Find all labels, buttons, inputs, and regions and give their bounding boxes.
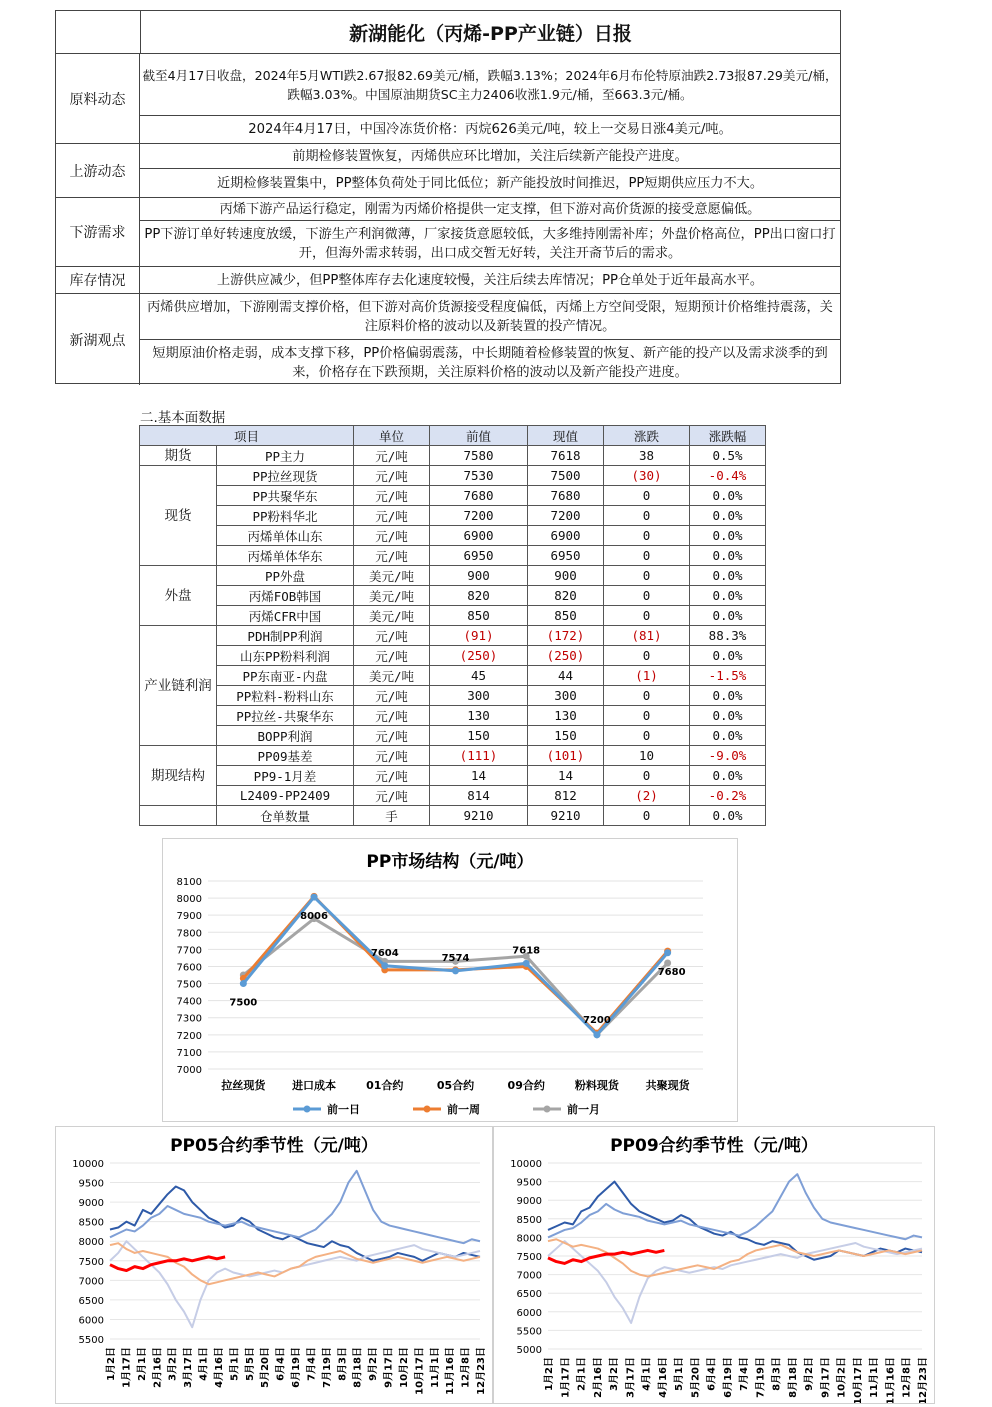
y-tick-label: 9500 <box>516 1177 542 1189</box>
upstream-row-1: 前期检修装置恢复，丙烯供应环比增加，关注后续新产能投产进度。 <box>140 143 840 168</box>
y-tick-label: 7400 <box>176 996 202 1008</box>
x-tick-label: 3月2日 <box>167 1347 179 1381</box>
item-cell: 丙烯FOB韩国 <box>217 586 354 606</box>
y-tick-label: 7900 <box>176 911 202 923</box>
pct-cell: 0.0% <box>690 706 766 726</box>
y-tick-label: 6000 <box>78 1315 104 1327</box>
y-tick-label: 8000 <box>516 1233 542 1245</box>
data-point <box>664 960 671 967</box>
change-cell: 38 <box>604 446 690 466</box>
item-cell: 丙烯单体山东 <box>217 526 354 546</box>
curr-cell: 6950 <box>528 546 604 566</box>
series-line <box>110 1171 480 1243</box>
x-tick-label: 8月18日 <box>352 1347 364 1388</box>
y-tick-label: 8500 <box>516 1214 542 1226</box>
table-row <box>140 686 766 706</box>
legend-label: 前一周 <box>447 1103 480 1116</box>
header-cell: 涨跌幅 <box>690 426 766 446</box>
x-tick-label: 5月1日 <box>674 1357 686 1391</box>
chart-title: PP市场结构（元/吨） <box>366 852 534 872</box>
pct-cell: 0.0% <box>690 486 766 506</box>
x-tick-label: 1月2日 <box>544 1357 555 1391</box>
x-tick-label: 01合约 <box>366 1079 404 1092</box>
x-tick-label: 12月23日 <box>918 1357 929 1403</box>
curr-cell: 820 <box>528 586 604 606</box>
x-tick-label: 7月19日 <box>755 1357 767 1398</box>
x-tick-label: 6月19日 <box>291 1347 302 1388</box>
category-cell: 期现结构 <box>140 746 217 806</box>
x-tick-label: 7月19日 <box>321 1347 333 1388</box>
prev-cell: 7530 <box>430 466 528 486</box>
unit-cell: 美元/吨 <box>354 666 430 686</box>
prev-cell: (250) <box>430 646 528 666</box>
item-cell: PP东南亚-内盘 <box>217 666 354 686</box>
chart-title: PP09合约季节性（元/吨） <box>610 1136 818 1156</box>
x-tick-label: 进口成本 <box>292 1079 337 1092</box>
y-tick-label: 9000 <box>516 1196 542 1208</box>
change-cell: 0 <box>604 806 690 826</box>
header-cell: 前值 <box>430 426 528 446</box>
downstream-row-2: PP下游订单好转速度放缓，下游生产利润微薄，厂家接货意愿较低，大多维持刚需补库；外盘价格高位，PP出口窗口打开，但海外需求转弱，出口成交暂无好转，关注开斋节后的需求。 <box>140 220 840 266</box>
x-tick-label: 8月3日 <box>771 1357 783 1391</box>
table-row <box>140 726 766 746</box>
series-line <box>548 1239 922 1276</box>
change-cell: 10 <box>604 746 690 766</box>
unit-cell: 元/吨 <box>354 486 430 506</box>
change-cell: (30) <box>604 466 690 486</box>
pp05-seasonality-chart-frame <box>55 1126 493 1404</box>
change-cell: (2) <box>604 786 690 806</box>
pct-cell: 0.0% <box>690 566 766 586</box>
curr-cell: 900 <box>528 566 604 586</box>
table-row <box>140 626 766 646</box>
section-label-raw-materials: 原料动态 <box>56 53 140 143</box>
unit-cell: 美元/吨 <box>354 586 430 606</box>
change-cell: (81) <box>604 626 690 646</box>
x-tick-label: 2月16日 <box>592 1357 604 1398</box>
item-cell: 山东PP粉料利润 <box>217 646 354 666</box>
y-tick-label: 7200 <box>176 1030 202 1042</box>
pct-cell: -0.4% <box>690 466 766 486</box>
data-point <box>523 960 530 967</box>
x-tick-label: 11月16日 <box>885 1357 897 1403</box>
data-point <box>664 949 671 956</box>
table-row <box>140 526 766 546</box>
table-row <box>140 786 766 806</box>
data-point <box>381 962 388 969</box>
y-tick-label: 7500 <box>176 979 202 991</box>
unit-cell: 元/吨 <box>354 506 430 526</box>
x-tick-label: 11月16日 <box>445 1347 457 1395</box>
item-cell: PP粒料-粉料山东 <box>217 686 354 706</box>
pct-cell: -0.2% <box>690 786 766 806</box>
table-row <box>140 566 766 586</box>
header-cell: 涨跌 <box>604 426 690 446</box>
upstream-row-2: 近期检修装置集中，PP整体负荷处于同比低位；新产能投放时间推迟，PP短期供应压力不大。 <box>140 168 840 197</box>
pp09-seasonality-chart-frame <box>493 1126 935 1404</box>
x-tick-label: 9月2日 <box>804 1357 816 1391</box>
curr-cell: (101) <box>528 746 604 766</box>
report-title: 新湖能化（丙烯-PP产业链）日报 <box>140 11 840 54</box>
x-tick-label: 3月17日 <box>625 1357 637 1398</box>
x-tick-label: 7月4日 <box>739 1357 751 1391</box>
pct-cell: 0.0% <box>690 586 766 606</box>
curr-cell: (250) <box>528 646 604 666</box>
change-cell: (1) <box>604 666 690 686</box>
x-tick-label: 09合约 <box>507 1079 545 1092</box>
y-tick-label: 5000 <box>516 1345 542 1356</box>
y-tick-label: 5500 <box>516 1326 542 1338</box>
x-tick-label: 2月16日 <box>152 1347 164 1388</box>
market-structure-chart-frame <box>162 838 738 1122</box>
x-tick-label: 12月8日 <box>901 1357 913 1398</box>
x-tick-label: 3月17日 <box>183 1347 195 1388</box>
market-structure-chart <box>163 839 737 1121</box>
x-tick-label: 3月2日 <box>609 1357 621 1391</box>
data-label: 7604 <box>370 947 399 959</box>
y-tick-label: 6500 <box>78 1295 104 1307</box>
y-tick-label: 7700 <box>176 945 202 957</box>
x-tick-label: 9月2日 <box>368 1347 380 1381</box>
legend-label: 前一日 <box>327 1103 360 1116</box>
header-cell: 现值 <box>528 426 604 446</box>
section-label-inventory: 库存情况 <box>56 266 140 293</box>
prev-cell: 814 <box>430 786 528 806</box>
item-cell: PP9-1月差 <box>217 766 354 786</box>
y-tick-label: 5500 <box>78 1335 104 1346</box>
unit-cell: 元/吨 <box>354 746 430 766</box>
x-tick-label: 10月2日 <box>836 1357 848 1398</box>
prev-cell: 900 <box>430 566 528 586</box>
prev-cell: 820 <box>430 586 528 606</box>
x-tick-label: 5月20日 <box>260 1347 272 1388</box>
daily-report-table <box>55 10 841 384</box>
x-tick-label: 4月16日 <box>657 1357 669 1398</box>
section-label-outlook: 新湖观点 <box>56 293 140 385</box>
pct-cell: 0.0% <box>690 806 766 826</box>
change-cell: 0 <box>604 486 690 506</box>
curr-cell: 300 <box>528 686 604 706</box>
curr-cell: 9210 <box>528 806 604 826</box>
table-row <box>140 466 766 486</box>
x-tick-label: 粉料现货 <box>574 1079 619 1092</box>
y-tick-label: 7500 <box>516 1252 542 1263</box>
x-tick-label: 10月17日 <box>852 1357 864 1403</box>
y-tick-label: 10000 <box>510 1159 542 1170</box>
y-tick-label: 7100 <box>176 1047 202 1059</box>
item-cell: PDH制PP利润 <box>217 626 354 646</box>
legend-item <box>413 1102 480 1116</box>
y-tick-label: 9000 <box>78 1198 104 1210</box>
x-tick-label: 12月8日 <box>460 1347 472 1388</box>
x-tick-label: 9月17日 <box>820 1357 832 1398</box>
change-cell: 0 <box>604 546 690 566</box>
table-row <box>140 706 766 726</box>
y-tick-label: 7000 <box>176 1065 202 1076</box>
x-tick-label: 8月3日 <box>337 1347 349 1381</box>
y-tick-label: 7000 <box>78 1276 104 1288</box>
pct-cell: 0.0% <box>690 546 766 566</box>
x-tick-label: 4月1日 <box>198 1347 210 1381</box>
x-tick-label: 05合约 <box>436 1079 475 1092</box>
curr-cell: 6900 <box>528 526 604 546</box>
x-tick-label: 12月23日 <box>476 1347 487 1395</box>
unit-cell: 元/吨 <box>354 546 430 566</box>
downstream-row-1: 丙烯下游产品运行稳定，刚需为丙烯价格提供一定支撑，但下游对高价货源的接受意愿偏低。 <box>140 197 840 220</box>
data-point <box>593 1031 600 1038</box>
y-tick-label: 8500 <box>78 1217 104 1229</box>
unit-cell: 元/吨 <box>354 786 430 806</box>
change-cell: 0 <box>604 526 690 546</box>
x-tick-label: 1月2日 <box>106 1347 117 1381</box>
item-cell: PP共聚华东 <box>217 486 354 506</box>
legend-item <box>293 1102 360 1116</box>
x-tick-label: 拉丝现货 <box>221 1079 266 1092</box>
data-point <box>240 980 247 987</box>
pct-cell: 0.0% <box>690 506 766 526</box>
item-cell: L2409-PP2409 <box>217 786 354 806</box>
change-cell: 0 <box>604 686 690 706</box>
outlook-row-2: 短期原油价格走弱，成本支撑下移，PP价格偏弱震荡，中长期随着检修装置的恢复、新产能的投产以及需求淡季的到来，价格存在下跌预期，关注原料价格的波动以及新产能投产进度。 <box>140 339 840 385</box>
prev-cell: 150 <box>430 726 528 746</box>
chart-title: PP05合约季节性（元/吨） <box>170 1136 378 1156</box>
prev-cell: 45 <box>430 666 528 686</box>
category-cell: 现货 <box>140 466 217 566</box>
prev-cell: 9210 <box>430 806 528 826</box>
table-row <box>140 666 766 686</box>
table-row <box>140 606 766 626</box>
item-cell: PP主力 <box>217 446 354 466</box>
pct-cell: 88.3% <box>690 626 766 646</box>
pp09-seasonality-chart <box>494 1127 934 1403</box>
prev-cell: 14 <box>430 766 528 786</box>
data-label: 7500 <box>229 997 258 1009</box>
unit-cell: 元/吨 <box>354 466 430 486</box>
fundamentals-title: 二.基本面数据 <box>140 410 226 426</box>
series-line <box>548 1174 922 1239</box>
item-cell: PP拉丝现货 <box>217 466 354 486</box>
item-cell: 仓单数量 <box>217 806 354 826</box>
curr-cell: 7200 <box>528 506 604 526</box>
table-row <box>140 766 766 786</box>
legend-item <box>533 1102 600 1116</box>
curr-cell: 150 <box>528 726 604 746</box>
unit-cell: 元/吨 <box>354 526 430 546</box>
pct-cell: 0.0% <box>690 686 766 706</box>
prev-cell: 7200 <box>430 506 528 526</box>
header-cell: 单位 <box>354 426 430 446</box>
category-cell: 产业链利润 <box>140 626 217 746</box>
data-label: 7680 <box>657 966 686 978</box>
y-tick-label: 6000 <box>516 1307 542 1319</box>
table-row <box>140 746 766 766</box>
pct-cell: 0.5% <box>690 446 766 466</box>
pct-cell: 0.0% <box>690 646 766 666</box>
curr-cell: 7500 <box>528 466 604 486</box>
item-cell: PP外盘 <box>217 566 354 586</box>
item-cell: BOPP利润 <box>217 726 354 746</box>
category-cell: 期货 <box>140 446 217 466</box>
x-tick-label: 5月20日 <box>690 1357 702 1398</box>
x-tick-label: 6月19日 <box>722 1357 734 1398</box>
unit-cell: 美元/吨 <box>354 606 430 626</box>
prev-cell: 7580 <box>430 446 528 466</box>
x-tick-label: 4月1日 <box>641 1357 653 1391</box>
y-tick-label: 7000 <box>516 1270 542 1282</box>
x-tick-label: 6月4日 <box>275 1347 287 1381</box>
x-tick-label: 8月18日 <box>787 1357 799 1398</box>
change-cell: 0 <box>604 646 690 666</box>
table-row <box>140 586 766 606</box>
pct-cell: 0.0% <box>690 526 766 546</box>
table-row <box>140 486 766 506</box>
series-line <box>110 1241 480 1327</box>
table-row <box>140 506 766 526</box>
change-cell: 0 <box>604 586 690 606</box>
prev-cell: 6950 <box>430 546 528 566</box>
data-label: 7200 <box>583 1014 611 1026</box>
data-point <box>311 894 318 901</box>
header-item: 项目 <box>140 426 354 446</box>
fundamentals-header-row <box>140 426 766 446</box>
item-cell: 丙烯CFR中国 <box>217 606 354 626</box>
y-tick-label: 8000 <box>176 894 202 906</box>
pct-cell: -1.5% <box>690 666 766 686</box>
unit-cell: 元/吨 <box>354 626 430 646</box>
item-cell: PP09基差 <box>217 746 354 766</box>
series-line <box>110 1257 225 1271</box>
inventory-row-1: 上游供应减少，但PP整体库存去化速度较慢，关注后续去库情况；PP仓单处于近年最高水平。 <box>140 266 840 293</box>
x-tick-label: 11月1日 <box>429 1347 441 1388</box>
change-cell: 0 <box>604 606 690 626</box>
x-tick-label: 9月17日 <box>383 1347 395 1388</box>
curr-cell: 812 <box>528 786 604 806</box>
curr-cell: 7618 <box>528 446 604 466</box>
prev-cell: 850 <box>430 606 528 626</box>
change-cell: 0 <box>604 706 690 726</box>
prev-cell: 6900 <box>430 526 528 546</box>
change-cell: 0 <box>604 766 690 786</box>
prev-cell: 130 <box>430 706 528 726</box>
y-tick-label: 8100 <box>176 877 202 888</box>
pct-cell: -9.0% <box>690 746 766 766</box>
table-row <box>140 546 766 566</box>
curr-cell: 7680 <box>528 486 604 506</box>
unit-cell: 美元/吨 <box>354 566 430 586</box>
section-label-downstream: 下游需求 <box>56 197 140 266</box>
legend-label: 前一月 <box>567 1103 600 1116</box>
item-cell: PP粉料华北 <box>217 506 354 526</box>
x-tick-label: 5月1日 <box>229 1347 241 1381</box>
table-row <box>140 646 766 666</box>
unit-cell: 元/吨 <box>354 726 430 746</box>
item-cell: PP拉丝-共聚华东 <box>217 706 354 726</box>
unit-cell: 元/吨 <box>354 766 430 786</box>
prev-cell: 300 <box>430 686 528 706</box>
prev-cell: (91) <box>430 626 528 646</box>
x-tick-label: 1月17日 <box>121 1347 133 1388</box>
x-tick-label: 7月4日 <box>306 1347 318 1381</box>
x-tick-label: 1月17日 <box>560 1357 572 1398</box>
data-label: 7574 <box>441 952 470 964</box>
x-tick-label: 4月16日 <box>213 1347 225 1388</box>
y-tick-label: 7300 <box>176 1013 202 1025</box>
x-tick-label: 10月17日 <box>414 1347 426 1395</box>
change-cell: 0 <box>604 506 690 526</box>
y-tick-label: 10000 <box>72 1159 104 1170</box>
data-point <box>452 967 459 974</box>
curr-cell: 130 <box>528 706 604 726</box>
unit-cell: 元/吨 <box>354 446 430 466</box>
raw-materials-row-2: 2024年4月17日，中国冷冻货价格：丙烷626美元/吨，较上一交易日涨4美元/吨。 <box>140 115 840 143</box>
prev-cell: (111) <box>430 746 528 766</box>
y-tick-label: 7800 <box>176 928 202 940</box>
pp05-seasonality-chart <box>56 1127 492 1403</box>
outlook-row-1: 丙烯供应增加，下游刚需支撑价格，但下游对高价货源接受程度偏低，丙烯上方空间受限，短期预计价格维持震荡，关注原料价格的波动以及新装置的投产情况。 <box>140 293 840 339</box>
fundamentals-table <box>139 425 766 826</box>
prev-cell: 7680 <box>430 486 528 506</box>
y-tick-label: 7500 <box>78 1256 104 1268</box>
y-tick-label: 9500 <box>78 1178 104 1190</box>
x-tick-label: 共聚现货 <box>645 1079 690 1092</box>
curr-cell: 44 <box>528 666 604 686</box>
curr-cell: (172) <box>528 626 604 646</box>
pct-cell: 0.0% <box>690 766 766 786</box>
unit-cell: 元/吨 <box>354 646 430 666</box>
section-label-upstream: 上游动态 <box>56 143 140 197</box>
table-row <box>140 806 766 826</box>
item-cell: 丙烯单体华东 <box>217 546 354 566</box>
data-label: 8006 <box>300 911 328 923</box>
unit-cell: 元/吨 <box>354 686 430 706</box>
pct-cell: 0.0% <box>690 726 766 746</box>
unit-cell: 手 <box>354 806 430 826</box>
change-cell: 0 <box>604 566 690 586</box>
category-cell <box>140 806 217 826</box>
curr-cell: 14 <box>528 766 604 786</box>
x-tick-label: 2月1日 <box>576 1357 588 1391</box>
category-cell: 外盘 <box>140 566 217 626</box>
x-tick-label: 11月1日 <box>869 1357 881 1398</box>
x-tick-label: 2月1日 <box>136 1347 148 1381</box>
y-tick-label: 8000 <box>78 1237 104 1249</box>
unit-cell: 元/吨 <box>354 706 430 726</box>
y-tick-label: 6500 <box>516 1289 542 1301</box>
raw-materials-row-1: 截至4月17日收盘，2024年5月WTI跌2.67报82.69美元/桶，跌幅3.13%；2024年6月布伦特原油跌2.73报87.29美元/桶，跌幅3.03%。中国原油期货SC主力2406收涨1.9元/桶，至663.3元/桶。 <box>140 53 840 115</box>
data-label: 7618 <box>512 945 541 957</box>
change-cell: 0 <box>604 726 690 746</box>
table-row <box>140 446 766 466</box>
x-tick-label: 10月2日 <box>398 1347 410 1388</box>
y-tick-label: 7600 <box>176 962 202 974</box>
curr-cell: 850 <box>528 606 604 626</box>
x-tick-label: 6月4日 <box>706 1357 718 1391</box>
pct-cell: 0.0% <box>690 606 766 626</box>
x-tick-label: 5月5日 <box>244 1347 256 1381</box>
